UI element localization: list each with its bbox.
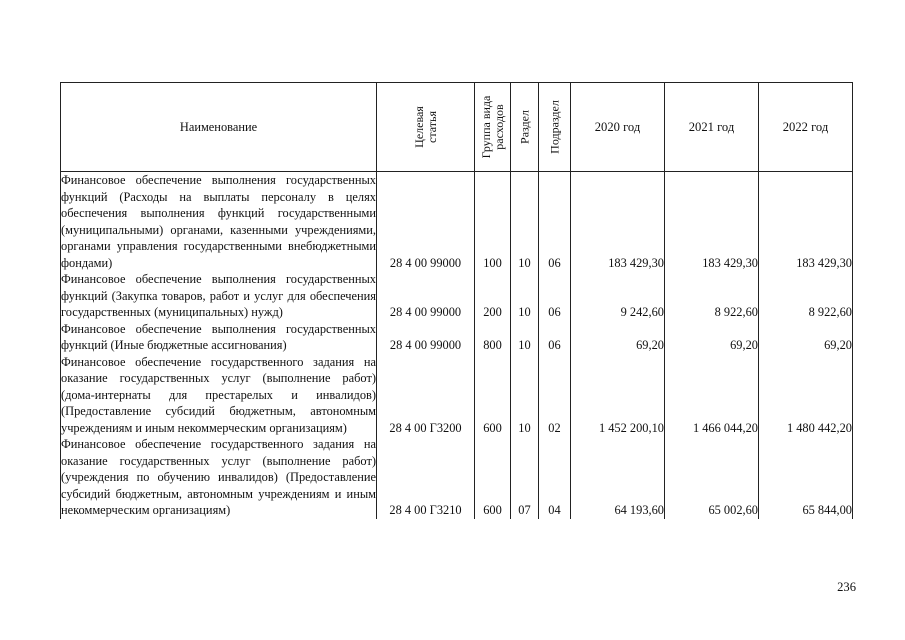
row-name: Финансовое обеспечение государственного задания на оказание государственных услуг (выполнение работ) (учреждения по обучению инвалидов) (Предоставление субсидий бюджетным, автономным учреждениям и иным некоммерческим организациям): [61, 437, 376, 517]
row-name: Финансовое обеспечение государственного задания на оказание государственных услуг (выполнение работ) (дома-интернаты для престарелых и инвалидов) (Предоставление субсидий бюджетным, автономным учреждениям и иным некоммерческим организациям): [61, 354, 376, 435]
row-name: Финансовое обеспечение выполнения государственных функций (Расходы на выплаты персоналу в целях обеспечения выполнения функций государственными (муниципальными) органами, казенными учреждениями, органами управления государственными внебюджетными фондами): [61, 173, 376, 270]
row-target-article: 28 4 00 99000: [377, 172, 475, 272]
row-amount-2021: 183 429,30: [665, 172, 759, 272]
row-subsection: 04: [539, 436, 571, 519]
row-subsection: 06: [539, 271, 571, 321]
table-row: [61, 321, 853, 354]
header-subsection-text: Подраздел: [547, 100, 561, 154]
row-expense-group: 600: [475, 436, 511, 519]
header-section-text: Раздел: [517, 110, 531, 144]
row-expense-group: 600: [475, 354, 511, 437]
header-section: [511, 83, 539, 172]
row-expense-group: 800: [475, 321, 511, 354]
row-target-article: 28 4 00 Г3210: [377, 436, 475, 519]
row-target-article: 28 4 00 99000: [377, 321, 475, 354]
header-target-article: [377, 83, 475, 172]
row-section: 10: [511, 354, 539, 437]
budget-table: [60, 82, 853, 519]
table-row: [61, 172, 853, 272]
row-expense-group: 100: [475, 172, 511, 272]
table-header-row: [61, 83, 853, 172]
row-amount-2022: 1 480 442,20: [759, 354, 853, 437]
row-amount-2022: 69,20: [759, 321, 853, 354]
row-amount-2020: 64 193,60: [571, 436, 665, 519]
header-target-article-text: Целевая статья: [411, 106, 439, 148]
header-expense-group-text: Группа вида расходов: [478, 95, 506, 159]
row-amount-2021: 8 922,60: [665, 271, 759, 321]
row-amount-2020: 9 242,60: [571, 271, 665, 321]
row-subsection: 02: [539, 354, 571, 437]
row-amount-2020: 183 429,30: [571, 172, 665, 272]
row-section: 10: [511, 172, 539, 272]
row-amount-2022: 65 844,00: [759, 436, 853, 519]
row-amount-2022: 183 429,30: [759, 172, 853, 272]
row-amount-2021: 65 002,60: [665, 436, 759, 519]
header-year-2022: 2022 год: [759, 83, 853, 172]
table-row: [61, 436, 853, 519]
header-expense-group: [475, 83, 511, 172]
row-amount-2022: 8 922,60: [759, 271, 853, 321]
header-year-2021: 2021 год: [665, 83, 759, 172]
header-year-2020: 2020 год: [571, 83, 665, 172]
row-section: 07: [511, 436, 539, 519]
row-amount-2020: 69,20: [571, 321, 665, 354]
row-amount-2021: 1 466 044,20: [665, 354, 759, 437]
row-amount-2021: 69,20: [665, 321, 759, 354]
table-row: [61, 271, 853, 321]
row-section: 10: [511, 321, 539, 354]
row-name: Финансовое обеспечение выполнения государственных функций (Закупка товаров, работ и услуг для обеспечения государственных (муниципальных) нужд): [61, 272, 376, 319]
row-expense-group: 200: [475, 271, 511, 321]
table-row: [61, 354, 853, 437]
page-number: 236: [837, 580, 856, 594]
row-target-article: 28 4 00 99000: [377, 271, 475, 321]
row-section: 10: [511, 271, 539, 321]
row-target-article: 28 4 00 Г3200: [377, 354, 475, 437]
row-subsection: 06: [539, 172, 571, 272]
row-name: Финансовое обеспечение выполнения государственных функций (Иные бюджетные ассигнования): [61, 321, 376, 352]
header-name: Наименование: [61, 83, 377, 172]
row-subsection: 06: [539, 321, 571, 354]
row-amount-2020: 1 452 200,10: [571, 354, 665, 437]
header-subsection: [539, 83, 571, 172]
